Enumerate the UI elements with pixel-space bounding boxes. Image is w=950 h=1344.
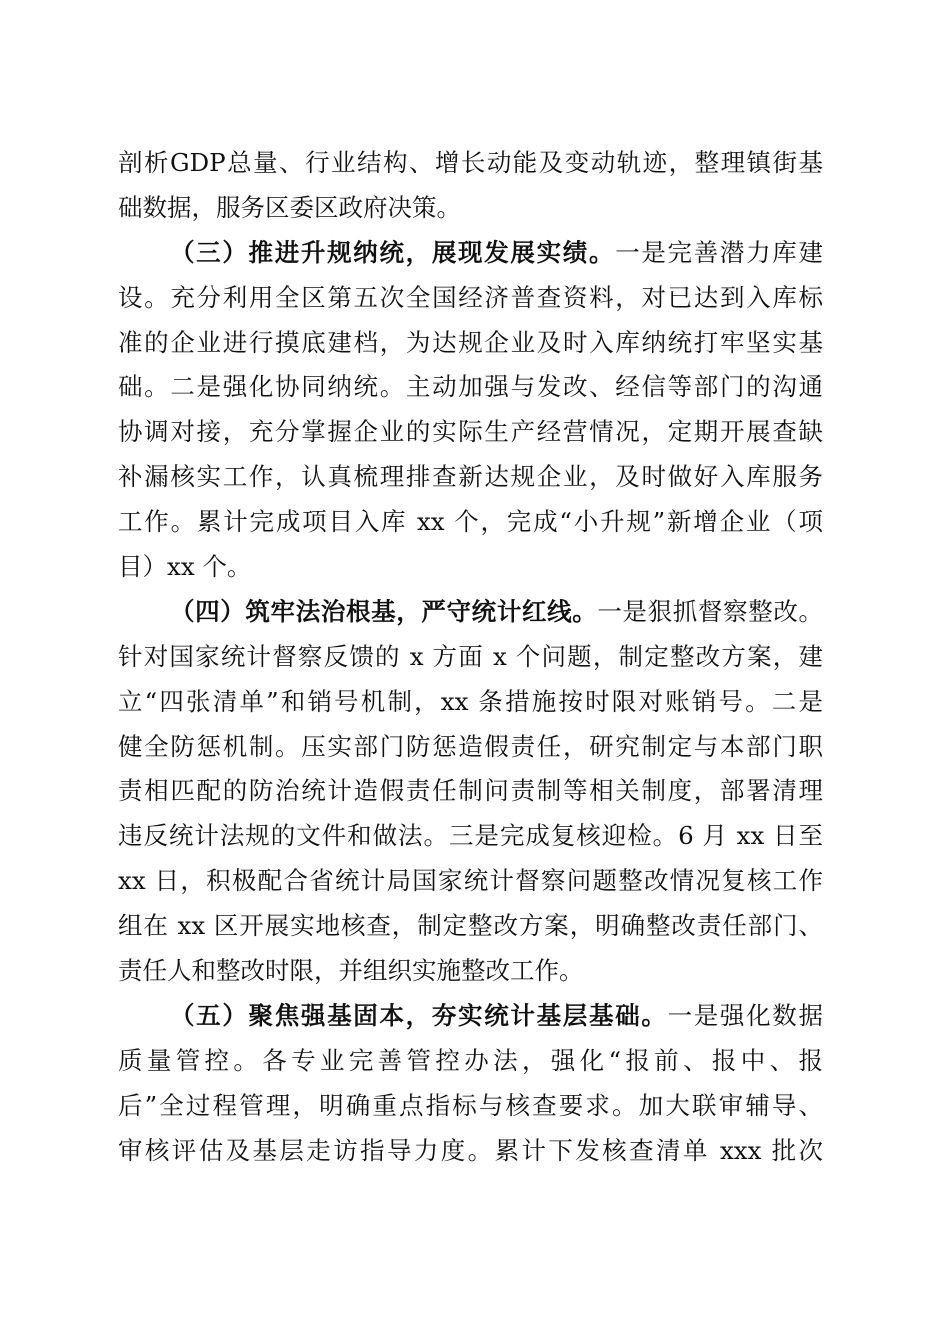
paragraph-text: 设。充分利用全区第五次全国经济普查资料，对已达到入库标 (118, 282, 823, 312)
text-line (118, 276, 823, 321)
section-heading: （四）筑牢法治根基，严守统计红线。 (170, 596, 598, 626)
text-line (118, 1129, 823, 1174)
text-line (118, 949, 823, 994)
section-heading-line (118, 994, 823, 1039)
paragraph-text: 一是狠抓督察整改。 (597, 596, 824, 626)
text-line (118, 859, 823, 904)
section-heading-line (118, 231, 823, 276)
document-body (118, 141, 823, 1173)
text-line (118, 545, 823, 590)
paragraph-text: 一是完善潜力库建 (615, 237, 823, 267)
paragraph-text: 违反统计法规的文件和做法。三是完成复核迎检。6 月 xx 日至 (118, 821, 823, 851)
paragraph-text: 质量管控。各专业完善管控办法，强化“报前、报中、报 (118, 1045, 823, 1075)
paragraph-text: 准的企业进行摸底建档，为达规企业及时入库纳统打牢坚实基 (118, 327, 823, 357)
paragraph-text: 立“四张清单”和销号机制，xx 条措施按时限对账销号。二是 (118, 686, 823, 716)
paragraph-text: 目）xx 个。 (118, 552, 252, 582)
paragraph-text: 责相匹配的防治统计造假责任制问责制等相关制度，部署清理 (118, 776, 823, 806)
text-line (118, 365, 823, 410)
text-line (118, 186, 823, 231)
paragraph-text: 工作。累计完成项目入库 xx 个，完成“小升规”新增企业（项 (118, 507, 823, 537)
text-line (118, 455, 823, 500)
paragraph-text: 础。二是强化协同纳统。主动加强与发改、经信等部门的沟通 (118, 372, 823, 402)
section-heading: （三）推进升规纳统，展现发展实绩。 (170, 237, 616, 267)
text-line (118, 725, 823, 770)
text-line (118, 410, 823, 455)
paragraph-text: 审核评估及基层走访指导力度。累计下发核查清单 xxx 批次 (118, 1135, 823, 1165)
paragraph-text: 后”全过程管理，明确重点指标与核查要求。加大联审辅导、 (118, 1090, 823, 1120)
text-line (118, 769, 823, 814)
paragraph-text: 协调对接，充分掌握企业的实际生产经营情况，定期开展查缺 (118, 417, 823, 447)
paragraph-text: 健全防惩机制。压实部门防惩造假责任，研究制定与本部门职 (118, 731, 823, 761)
text-line (118, 321, 823, 366)
paragraph-text: 组在 xx 区开展实地核查，制定整改方案，明确整改责任部门、 (118, 911, 823, 941)
section-heading-line (118, 590, 823, 635)
text-line (118, 141, 823, 186)
paragraph-text: 剖析GDP总量、行业结构、增长动能及变动轨迹，整理镇街基 (118, 148, 823, 177)
text-line (118, 814, 823, 859)
text-line (118, 635, 823, 680)
text-line (118, 1039, 823, 1084)
section-heading: （五）聚焦强基固本，夯实统计基层基础。 (170, 1000, 668, 1030)
text-line (118, 904, 823, 949)
paragraph-text: 针对国家统计督察反馈的 x 方面 x 个问题，制定整改方案，建 (118, 641, 823, 671)
paragraph-text: 础数据，服务区委区政府决策。 (118, 192, 461, 222)
text-line (118, 680, 823, 725)
paragraph-text: 补漏核实工作，认真梳理排查新达规企业，及时做好入库服务 (118, 462, 823, 492)
text-line (118, 1084, 823, 1129)
paragraph-text: 一是强化数据 (667, 1000, 823, 1030)
text-line (118, 500, 823, 545)
paragraph-text: 责任人和整改时限，并组织实施整改工作。 (118, 956, 584, 986)
paragraph-text: xx 日，积极配合省统计局国家统计督察问题整改情况复核工作 (118, 866, 823, 896)
